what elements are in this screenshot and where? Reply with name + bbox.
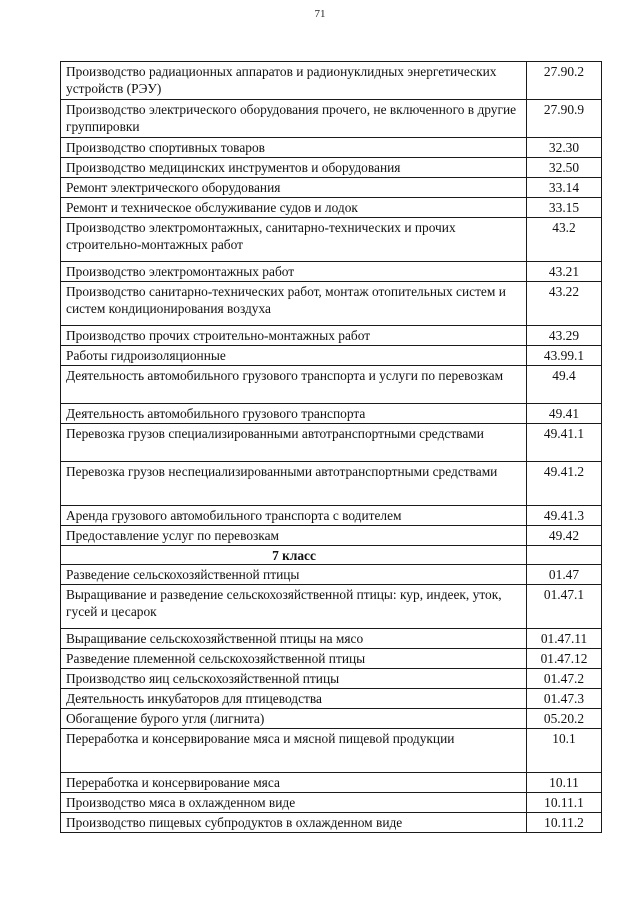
- activity-code-cell: 01.47.1: [527, 585, 602, 629]
- table-row: [61, 462, 602, 506]
- activity-name-cell: Производство санитарно-технических работ, монтаж отопительных систем и систем кондиционирования воздуха: [61, 282, 527, 326]
- activity-code-cell: 10.1: [527, 729, 602, 773]
- table-row: [61, 404, 602, 424]
- table-row: [61, 649, 602, 669]
- table-row: [61, 100, 602, 138]
- table-row: [61, 813, 602, 833]
- activity-name-cell: Обогащение бурого угля (лигнита): [61, 709, 527, 729]
- activity-code-cell: 01.47.3: [527, 689, 602, 709]
- table-row: [61, 218, 602, 262]
- activity-name-cell: Производство электрического оборудования прочего, не включенного в другие группировки: [61, 100, 527, 138]
- section-code-cell: [527, 546, 602, 565]
- activity-name-cell: Производство яиц сельскохозяйственной птицы: [61, 669, 527, 689]
- table-row: [61, 138, 602, 158]
- activity-name-cell: Производство спортивных товаров: [61, 138, 527, 158]
- table-row: [61, 424, 602, 462]
- activity-name-cell: Деятельность автомобильного грузового транспорта: [61, 404, 527, 424]
- activity-name-cell: Выращивание и разведение сельскохозяйственной птицы: кур, индеек, уток, гусей и цесарок: [61, 585, 527, 629]
- activity-name-cell: Производство медицинских инструментов и оборудования: [61, 158, 527, 178]
- activity-code-cell: 49.41.1: [527, 424, 602, 462]
- activity-name-cell: Деятельность автомобильного грузового транспорта и услуги по перевозкам: [61, 366, 527, 404]
- activity-code-cell: 43.22: [527, 282, 602, 326]
- table-row: [61, 346, 602, 366]
- table-row: [61, 158, 602, 178]
- activity-name-cell: Работы гидроизоляционные: [61, 346, 527, 366]
- activity-name-cell: Производство электромонтажных работ: [61, 262, 527, 282]
- section-row: [61, 546, 602, 565]
- table-row: [61, 585, 602, 629]
- activity-name-cell: Выращивание сельскохозяйственной птицы на мясо: [61, 629, 527, 649]
- table-row: [61, 669, 602, 689]
- activity-name-cell: Разведение племенной сельскохозяйственной птицы: [61, 649, 527, 669]
- activity-name-cell: Производство радиационных аппаратов и радионуклидных энергетических устройств (РЭУ): [61, 62, 527, 100]
- table-row: [61, 366, 602, 404]
- activity-name-cell: Разведение сельскохозяйственной птицы: [61, 565, 527, 585]
- table-row: [61, 689, 602, 709]
- activity-code-cell: 01.47.12: [527, 649, 602, 669]
- table-row: [61, 326, 602, 346]
- table-row: [61, 198, 602, 218]
- activity-code-cell: 10.11.1: [527, 793, 602, 813]
- activity-code-cell: 10.11: [527, 773, 602, 793]
- table-row: [61, 729, 602, 773]
- table-row: [61, 506, 602, 526]
- table-row: [61, 565, 602, 585]
- page-number: 71: [314, 8, 326, 20]
- activity-code-cell: 49.41.2: [527, 462, 602, 506]
- activity-name-cell: Предоставление услуг по перевозкам: [61, 526, 527, 546]
- activity-name-cell: Деятельность инкубаторов для птицеводства: [61, 689, 527, 709]
- activity-name-cell: Перевозка грузов специализированными автотранспортными средствами: [61, 424, 527, 462]
- activity-code-cell: 32.50: [527, 158, 602, 178]
- activity-code-cell: 05.20.2: [527, 709, 602, 729]
- table-row: [61, 629, 602, 649]
- activity-name-cell: Переработка и консервирование мяса и мясной пищевой продукции: [61, 729, 527, 773]
- activity-code-cell: 43.29: [527, 326, 602, 346]
- activity-code-cell: 49.41.3: [527, 506, 602, 526]
- table-row: [61, 773, 602, 793]
- activity-name-cell: Перевозка грузов неспециализированными автотранспортными средствами: [61, 462, 527, 506]
- activity-code-cell: 43.99.1: [527, 346, 602, 366]
- activity-code-cell: 01.47.2: [527, 669, 602, 689]
- activity-codes-table: [60, 61, 602, 833]
- activity-code-cell: 01.47: [527, 565, 602, 585]
- activity-name-cell: Производство мяса в охлажденном виде: [61, 793, 527, 813]
- activity-code-cell: 33.14: [527, 178, 602, 198]
- activity-code-cell: 33.15: [527, 198, 602, 218]
- table-row: [61, 526, 602, 546]
- activity-code-cell: 32.30: [527, 138, 602, 158]
- activity-name-cell: Ремонт и техническое обслуживание судов и лодок: [61, 198, 527, 218]
- activity-code-cell: 43.21: [527, 262, 602, 282]
- table-row: [61, 793, 602, 813]
- table-row: [61, 709, 602, 729]
- activity-code-cell: 10.11.2: [527, 813, 602, 833]
- section-heading: 7 класс: [61, 546, 527, 565]
- activity-name-cell: Аренда грузового автомобильного транспорта с водителем: [61, 506, 527, 526]
- activity-name-cell: Производство электромонтажных, санитарно-технических и прочих строительно-монтажных работ: [61, 218, 527, 262]
- table-row: [61, 62, 602, 100]
- activity-code-cell: 27.90.9: [527, 100, 602, 138]
- activity-code-cell: 27.90.2: [527, 62, 602, 100]
- table-row: [61, 178, 602, 198]
- activity-code-cell: 43.2: [527, 218, 602, 262]
- activity-code-cell: 49.41: [527, 404, 602, 424]
- activity-name-cell: Производство пищевых субпродуктов в охлажденном виде: [61, 813, 527, 833]
- table-row: [61, 282, 602, 326]
- activity-name-cell: Переработка и консервирование мяса: [61, 773, 527, 793]
- activity-code-cell: 49.4: [527, 366, 602, 404]
- activity-code-cell: 01.47.11: [527, 629, 602, 649]
- activity-name-cell: Ремонт электрического оборудования: [61, 178, 527, 198]
- activity-code-cell: 49.42: [527, 526, 602, 546]
- table-row: [61, 262, 602, 282]
- activity-name-cell: Производство прочих строительно-монтажных работ: [61, 326, 527, 346]
